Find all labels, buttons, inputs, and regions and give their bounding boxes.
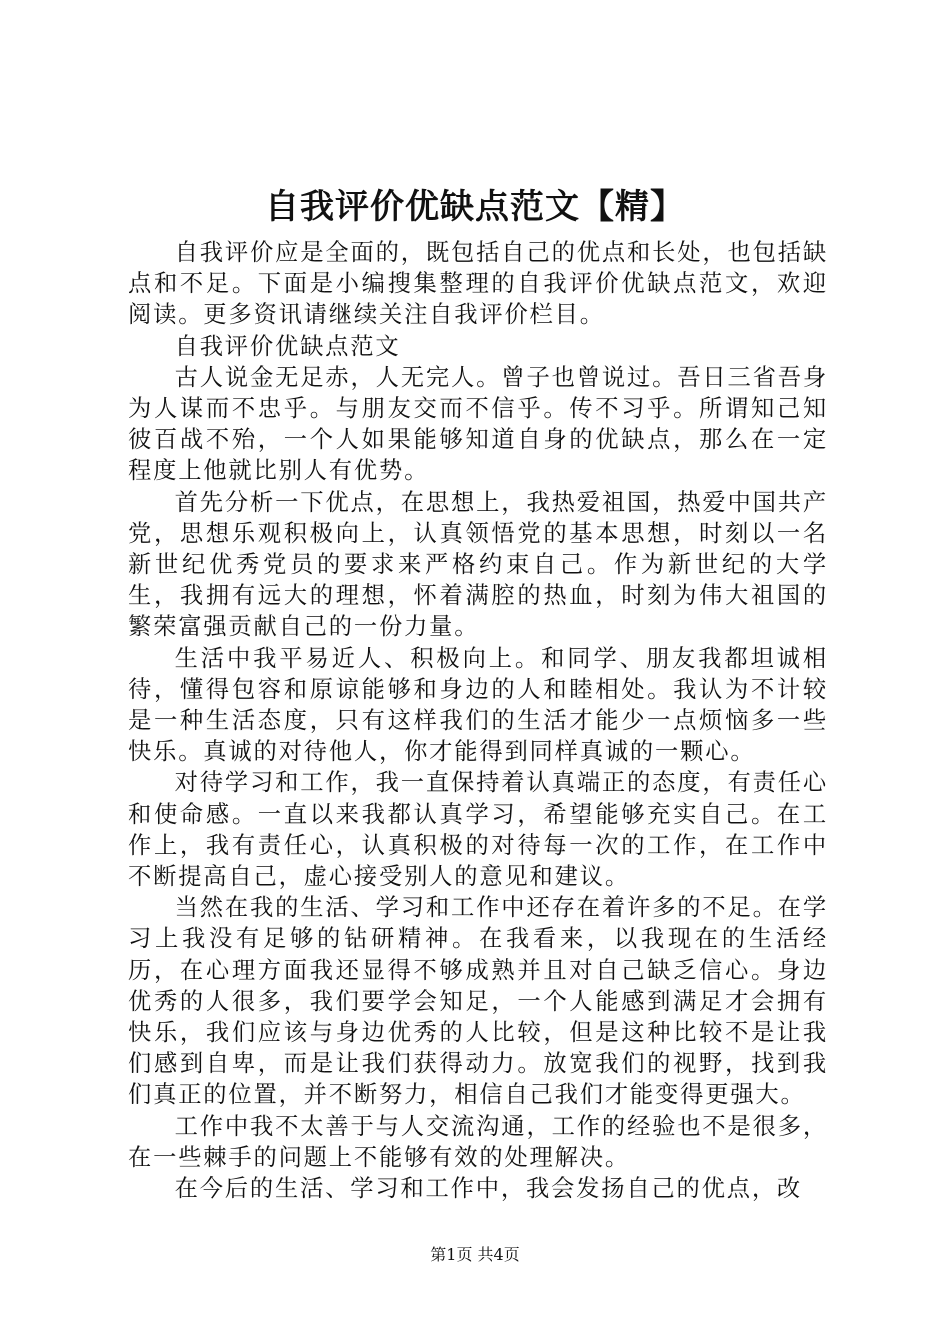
document-title: 自我评价优缺点范文【精】 — [265, 187, 685, 227]
document-body — [128, 237, 828, 1204]
body-paragraph: 首先分析一下优点，在思想上，我热爱祖国，热爱中国共产党，思想乐观积极向上，认真领悟党的基本思想，时刻以一名新世纪优秀党员的要求来严格约束自己。作为新世纪的大学生，我拥有远大的理想，怀着满腔的热血，时刻为伟大祖国的繁荣富强贡献自己的一份力量。 — [128, 488, 828, 641]
body-paragraph: 古人说金无足赤，人无完人。曾子也曾说过。吾日三省吾身为人谋而不忠乎。与朋友交而不信乎。传不习乎。所谓知己知彼百战不殆，一个人如果能够知道自身的优缺点，那么在一定程度上他就比别人有优势。 — [128, 363, 828, 485]
body-paragraph: 当然在我的生活、学习和工作中还存在着许多的不足。在学习上我没有足够的钻研精神。在我看来，以我现在的生活经历，在心理方面我还显得不够成熟并且对自己缺乏信心。身边优秀的人很多，我们要学会知足，一个人能感到满足才会拥有快乐，我们应该与身边优秀的人比较，但是这种比较不是让我们感到自卑，而是让我们获得动力。放宽我们的视野，找到我们真正的位置，并不断努力，相信自己我们才能变得更强大。 — [128, 894, 828, 1109]
intro-paragraph: 自我评价应是全面的，既包括自己的优点和长处，也包括缺点和不足。下面是小编搜集整理的自我评价优缺点范文，欢迎阅读。更多资讯请继续关注自我评价栏目。 — [128, 239, 828, 329]
page-number: 第1页 共4页 — [430, 1245, 520, 1264]
body-paragraph: 在今后的生活、学习和工作中，我会发扬自己的优点，改 — [174, 1175, 803, 1203]
body-paragraph: 工作中我不太善于与人交流沟通，工作的经验也不是很多，在一些棘手的问题上不能够有效的处理解决。 — [128, 1112, 828, 1171]
body-paragraph: 生活中我平易近人、积极向上。和同学、朋友我都坦诚相待，懂得包容和原谅能够和身边的人和睦相处。我认为不计较是一种生活态度，只有这样我们的生活才能少一点烦恼多一些快乐。真诚的对待他人，你才能得到同样真诚的一颗心。 — [128, 644, 828, 766]
section-heading: 自我评价优缺点范文 — [174, 332, 401, 360]
body-paragraph: 对待学习和工作，我一直保持着认真端正的态度，有责任心和使命感。一直以来我都认真学习，希望能够充实自己。在工作上，我有责任心，认真积极的对待每一次的工作，在工作中不断提高自己，虚心接受别人的意见和建议。 — [128, 769, 828, 891]
